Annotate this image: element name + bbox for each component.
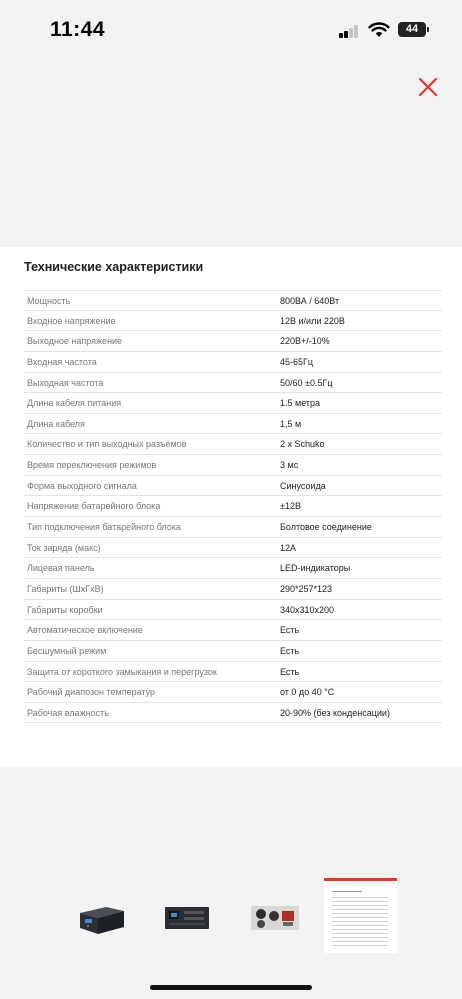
doc-thumb-line xyxy=(332,937,388,938)
wifi-icon xyxy=(368,22,390,38)
spec-label: Тип подключения батарейного блока xyxy=(27,522,181,533)
spec-row xyxy=(24,620,442,641)
spec-value: 2 x Schuko xyxy=(280,439,325,450)
doc-thumb-line xyxy=(332,897,388,898)
spec-row xyxy=(24,434,442,455)
spec-value: Есть xyxy=(280,645,300,656)
doc-thumb-line xyxy=(332,917,388,918)
spec-row xyxy=(24,641,442,662)
spec-row xyxy=(24,662,442,683)
doc-thumb-line xyxy=(332,929,388,930)
spec-row xyxy=(24,496,442,517)
spec-value: 1.5 метра xyxy=(280,398,321,409)
spec-row xyxy=(24,373,442,394)
thumbnail-inverter-front[interactable] xyxy=(76,903,128,937)
cellular-signal-icon xyxy=(339,25,359,38)
spec-row xyxy=(24,579,442,600)
spec-label: Выходное напряжение xyxy=(27,336,123,347)
spec-row xyxy=(24,517,442,538)
spec-label: Бесшумный режим xyxy=(27,645,107,656)
doc-thumb-line xyxy=(332,933,388,934)
spec-label: Мощность xyxy=(27,296,71,306)
spec-row xyxy=(24,600,442,621)
spec-value: LED-индикаторы xyxy=(280,563,351,574)
doc-thumb-line xyxy=(332,901,388,902)
spec-label: Напряжение батарейного блока xyxy=(27,501,161,512)
thumbnail-inverter-rear[interactable] xyxy=(250,903,300,933)
spec-label: Длина кабеля xyxy=(27,418,85,429)
spec-label: Лицевая панель xyxy=(27,563,95,574)
home-indicator[interactable] xyxy=(150,985,312,990)
spec-label: Входная частота xyxy=(27,356,97,367)
spec-row xyxy=(24,393,442,414)
spec-label: Количество и тип выходных разъёмов xyxy=(27,439,187,450)
doc-thumb-line xyxy=(332,909,388,910)
spec-row xyxy=(24,703,442,724)
spec-value: 12А xyxy=(280,542,297,553)
spec-value: от 0 до 40 °С xyxy=(280,687,335,698)
spec-value: Есть xyxy=(280,625,300,636)
spec-value: 20-90% (без конденсации) xyxy=(280,707,390,718)
thumbnail-inverter-panel[interactable] xyxy=(164,905,210,931)
spec-value: 45-65Гц xyxy=(280,356,314,367)
spec-value: 50/60 ±0.5Гц xyxy=(280,377,333,388)
spec-row xyxy=(24,538,442,559)
spec-label: Автоматическое включение xyxy=(27,625,143,636)
spec-label: Длина кабеля питания xyxy=(27,398,122,409)
spec-label: Входное напряжение xyxy=(27,315,116,326)
thumbnail-specs-document[interactable] xyxy=(324,878,397,953)
spec-value: 1,5 м xyxy=(280,418,302,429)
spec-row xyxy=(24,476,442,497)
spec-label: Выходная частота xyxy=(27,377,104,388)
section-title: Технические характеристики xyxy=(24,260,204,274)
close-icon xyxy=(414,73,442,101)
spec-value: Болтовое соединение xyxy=(280,522,372,533)
spec-label: Ток заряда (макс) xyxy=(27,542,101,553)
spec-value: 3 мс xyxy=(280,460,299,471)
spec-row xyxy=(24,290,442,311)
spec-row xyxy=(24,414,442,435)
spec-value: ±12В xyxy=(280,501,301,512)
status-time: 11:44 xyxy=(50,18,106,41)
battery-tip xyxy=(427,27,429,32)
spec-row xyxy=(24,311,442,332)
spec-value: 340x310x200 xyxy=(280,604,335,615)
spec-label: Рабочий диапозон температур xyxy=(27,687,156,698)
status-bar xyxy=(0,0,462,60)
doc-thumb-heading xyxy=(332,891,362,892)
spec-value: 290*257*123 xyxy=(280,583,333,594)
spec-label: Форма выходного сигнала xyxy=(27,480,137,491)
spec-row xyxy=(24,682,442,703)
spec-value: Есть xyxy=(280,666,300,677)
doc-thumb-line xyxy=(332,925,388,926)
doc-thumb-line xyxy=(332,945,388,946)
spec-label: Габариты коробки xyxy=(27,604,103,615)
spec-value: 220В+/-10% xyxy=(280,336,330,347)
doc-thumb-line xyxy=(332,921,388,922)
battery-icon: 44 xyxy=(398,22,426,37)
spec-value: 12В и/или 220В xyxy=(280,315,345,326)
spec-label: Рабочая влажность xyxy=(27,707,109,718)
specs-table xyxy=(24,290,442,723)
spec-row xyxy=(24,558,442,579)
spec-label: Время переключения режимов xyxy=(27,460,157,471)
spec-value: 800ВА / 640Вт xyxy=(280,296,340,306)
spec-row xyxy=(24,352,442,373)
doc-thumb-line xyxy=(332,905,388,906)
doc-thumb-line xyxy=(332,941,388,942)
spec-label: Габариты (ШхГхВ) xyxy=(27,583,104,594)
spec-label: Защита от короткого замыкания и перегрузок xyxy=(27,666,217,677)
close-button[interactable] xyxy=(414,73,442,101)
doc-thumb-line xyxy=(332,913,388,914)
spec-value: Синусоида xyxy=(280,480,326,491)
spec-row xyxy=(24,455,442,476)
spec-row xyxy=(24,331,442,352)
